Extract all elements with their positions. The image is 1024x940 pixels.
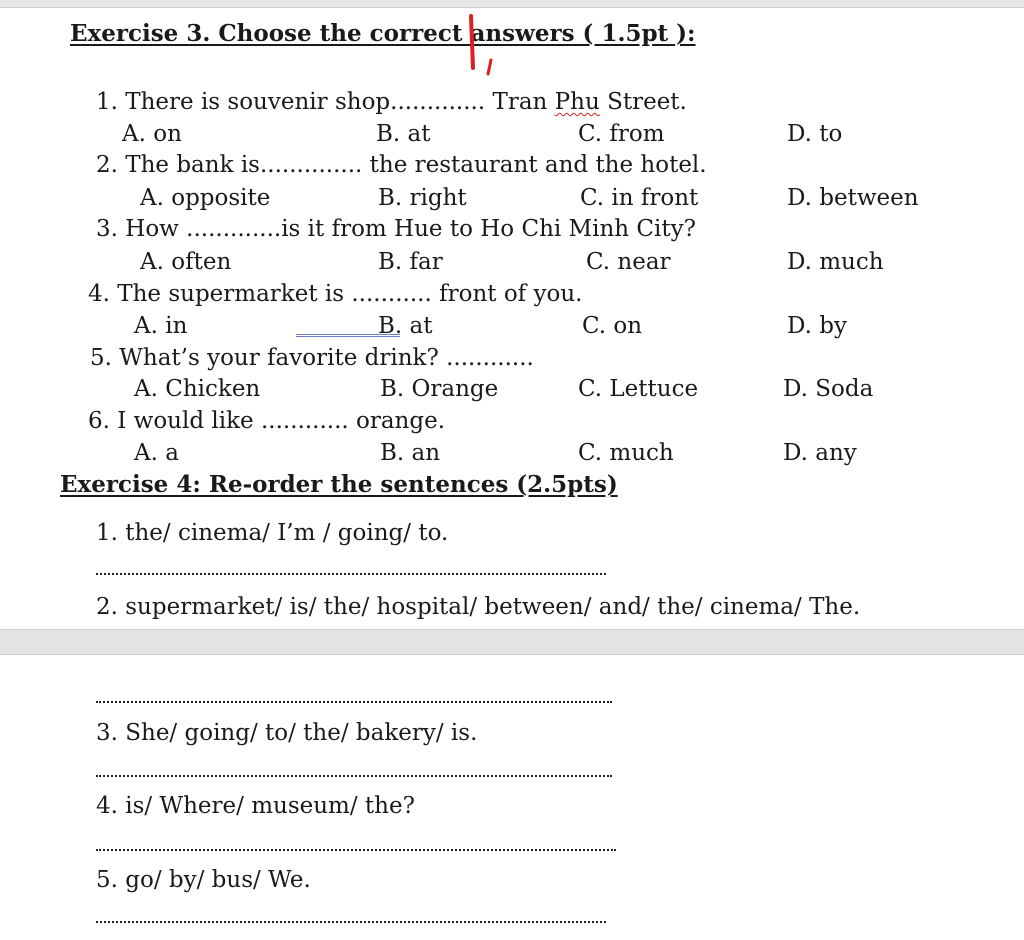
q3-option-c[interactable]: C. near xyxy=(586,249,671,275)
question-2: 2. The bank is.............. the restaurant and the hotel. xyxy=(96,152,707,178)
q2-option-c[interactable]: C. in front xyxy=(580,185,699,211)
q1-option-d[interactable]: D. to xyxy=(787,121,843,147)
q6-option-d[interactable]: D. any xyxy=(783,440,857,466)
q1-option-c[interactable]: C. from xyxy=(578,121,665,147)
exercise4-title: Exercise 4: Re-order the sentences (2.5pts) xyxy=(60,471,618,498)
q4-option-c[interactable]: C. on xyxy=(582,313,643,339)
reorder-item-4: 4. is/ Where/ museum/ the? xyxy=(96,793,415,819)
question-1: 1. There is souvenir shop............. Tran Phu Street. xyxy=(96,89,687,115)
q3-option-d[interactable]: D. much xyxy=(787,249,884,275)
q5-option-d[interactable]: D. Soda xyxy=(783,376,874,402)
q6-option-b[interactable]: B. an xyxy=(380,440,441,466)
page-break xyxy=(0,629,1024,655)
q6-option-a[interactable]: A. a xyxy=(134,440,179,466)
answer-line-2[interactable] xyxy=(96,701,612,703)
question-6: 6. I would like ............ orange. xyxy=(88,408,446,434)
q4-option-b[interactable]: B. at xyxy=(378,313,433,339)
q3-option-a[interactable]: A. often xyxy=(140,249,232,275)
q5-option-a[interactable]: A. Chicken xyxy=(134,376,261,402)
question-4: 4. The supermarket is ........... front of you. xyxy=(88,281,583,307)
q2-option-b[interactable]: B. right xyxy=(378,185,467,211)
answer-line-4[interactable] xyxy=(96,849,616,851)
q5-option-b[interactable]: B. Orange xyxy=(380,376,499,402)
question-3: 3. How .............is it from Hue to Ho Chi Minh City? xyxy=(96,216,696,242)
q1-option-a[interactable]: A. on xyxy=(122,121,182,147)
q3-option-b[interactable]: B. far xyxy=(378,249,443,275)
answer-line-5[interactable] xyxy=(96,921,606,923)
answer-line-3[interactable] xyxy=(96,775,612,777)
red-pen-mark xyxy=(463,12,503,76)
q2-option-d[interactable]: D. between xyxy=(787,185,919,211)
page-top-edge xyxy=(0,0,1024,8)
reorder-item-3: 3. She/ going/ to/ the/ bakery/ is. xyxy=(96,720,478,746)
q5-option-c[interactable]: C. Lettuce xyxy=(578,376,699,402)
q4-option-a[interactable]: A. in xyxy=(134,313,188,339)
q6-option-c[interactable]: C. much xyxy=(578,440,674,466)
q4-option-d[interactable]: D. by xyxy=(787,313,847,339)
reorder-item-2: 2. supermarket/ is/ the/ hospital/ between/ and/ the/ cinema/ The. xyxy=(96,594,861,620)
exercise3-title: Exercise 3. Choose the correct answers ( 1.5pt ): xyxy=(70,20,696,47)
q1-option-b[interactable]: B. at xyxy=(376,121,431,147)
answer-line-1[interactable] xyxy=(96,573,606,575)
question-5: 5. What’s your favorite drink? ............ xyxy=(90,345,534,371)
q2-option-a[interactable]: A. opposite xyxy=(140,185,271,211)
reorder-item-5: 5. go/ by/ bus/ We. xyxy=(96,867,311,893)
reorder-item-1: 1. the/ cinema/ I’m / going/ to. xyxy=(96,520,449,546)
